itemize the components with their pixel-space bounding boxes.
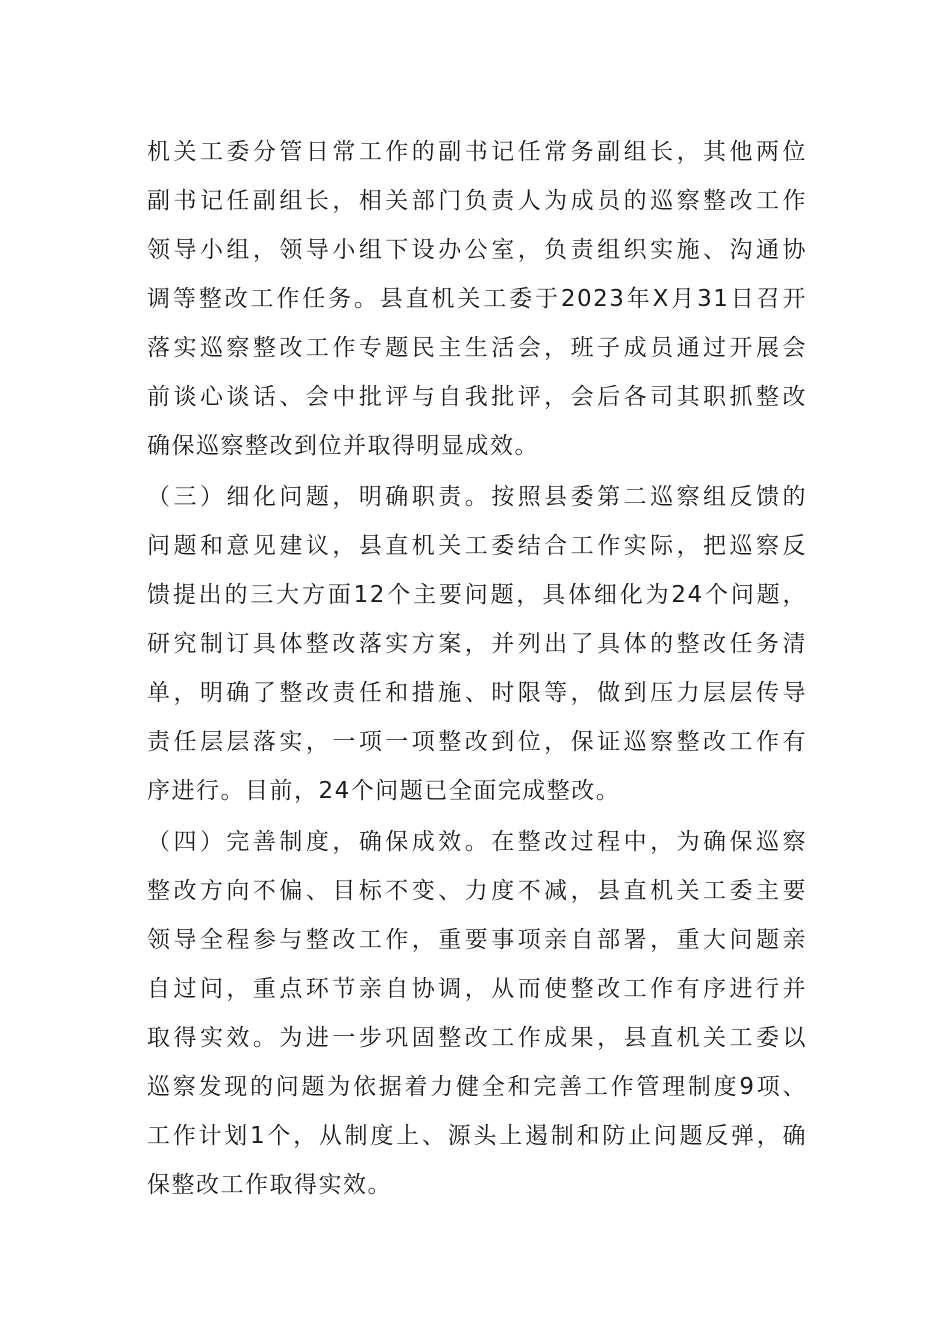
text-line: 研究制订具体整改落实方案，并列出了具体的整改任务清 xyxy=(147,631,807,657)
section-heading-line: （三）细化问题，明确职责。按照县委第二巡察组反馈的 xyxy=(147,484,807,510)
text-line: 巡察发现的问题为依据着力健全和完善工作管理制度9项、 xyxy=(147,1074,807,1100)
text-line: 落实巡察整改工作专题民主生活会，班子成员通过开展会 xyxy=(147,335,807,361)
text-line: 取得实效。为进一步巩固整改工作成果，县直机关工委以 xyxy=(147,1025,807,1051)
text-line: 问题和意见建议，县直机关工委结合工作实际，把巡察反 xyxy=(147,533,807,559)
text-line: 保整改工作取得实效。 xyxy=(147,1172,392,1198)
text-line: 单，明确了整改责任和措施、时限等，做到压力层层传导 xyxy=(147,680,807,706)
text-line: 领导全程参与整改工作，重要事项亲自部署，重大问题亲 xyxy=(147,927,807,953)
section-heading-line: （四）完善制度，确保成效。在整改过程中，为确保巡察 xyxy=(147,829,807,855)
text-line: 责任层层落实，一项一项整改到位，保证巡察整改工作有 xyxy=(147,729,807,755)
text-line: 副书记任副组长，相关部门负责人为成员的巡察整改工作 xyxy=(147,188,807,214)
paragraph xyxy=(147,473,807,816)
text-line: 工作计划1个，从制度上、源头上遏制和防止问题反弹，确 xyxy=(147,1123,807,1149)
text-line: 馈提出的三大方面12个主要问题，具体细化为24个问题， xyxy=(147,582,807,608)
text-line: 前谈心谈话、会中批评与自我批评，会后各司其职抓整改 xyxy=(147,384,807,410)
text-line: 自过问，重点环节亲自协调，从而使整改工作有序进行并 xyxy=(147,976,807,1002)
text-line: 确保巡察整改到位并取得明显成效。 xyxy=(147,433,539,459)
text-line: 机关工委分管日常工作的副书记任常务副组长，其他两位 xyxy=(147,139,807,165)
text-line: 整改方向不偏、目标不变、力度不减，县直机关工委主要 xyxy=(147,878,807,904)
paragraph xyxy=(147,818,807,1210)
paragraph xyxy=(147,128,807,471)
text-line: 序进行。目前，24个问题已全面完成整改。 xyxy=(147,778,621,804)
text-line: 领导小组，领导小组下设办公室，负责组织实施、沟通协 xyxy=(147,237,807,263)
document-body xyxy=(147,128,807,1210)
text-line: 调等整改工作任务。县直机关工委于2023年X月31日召开 xyxy=(147,286,807,312)
